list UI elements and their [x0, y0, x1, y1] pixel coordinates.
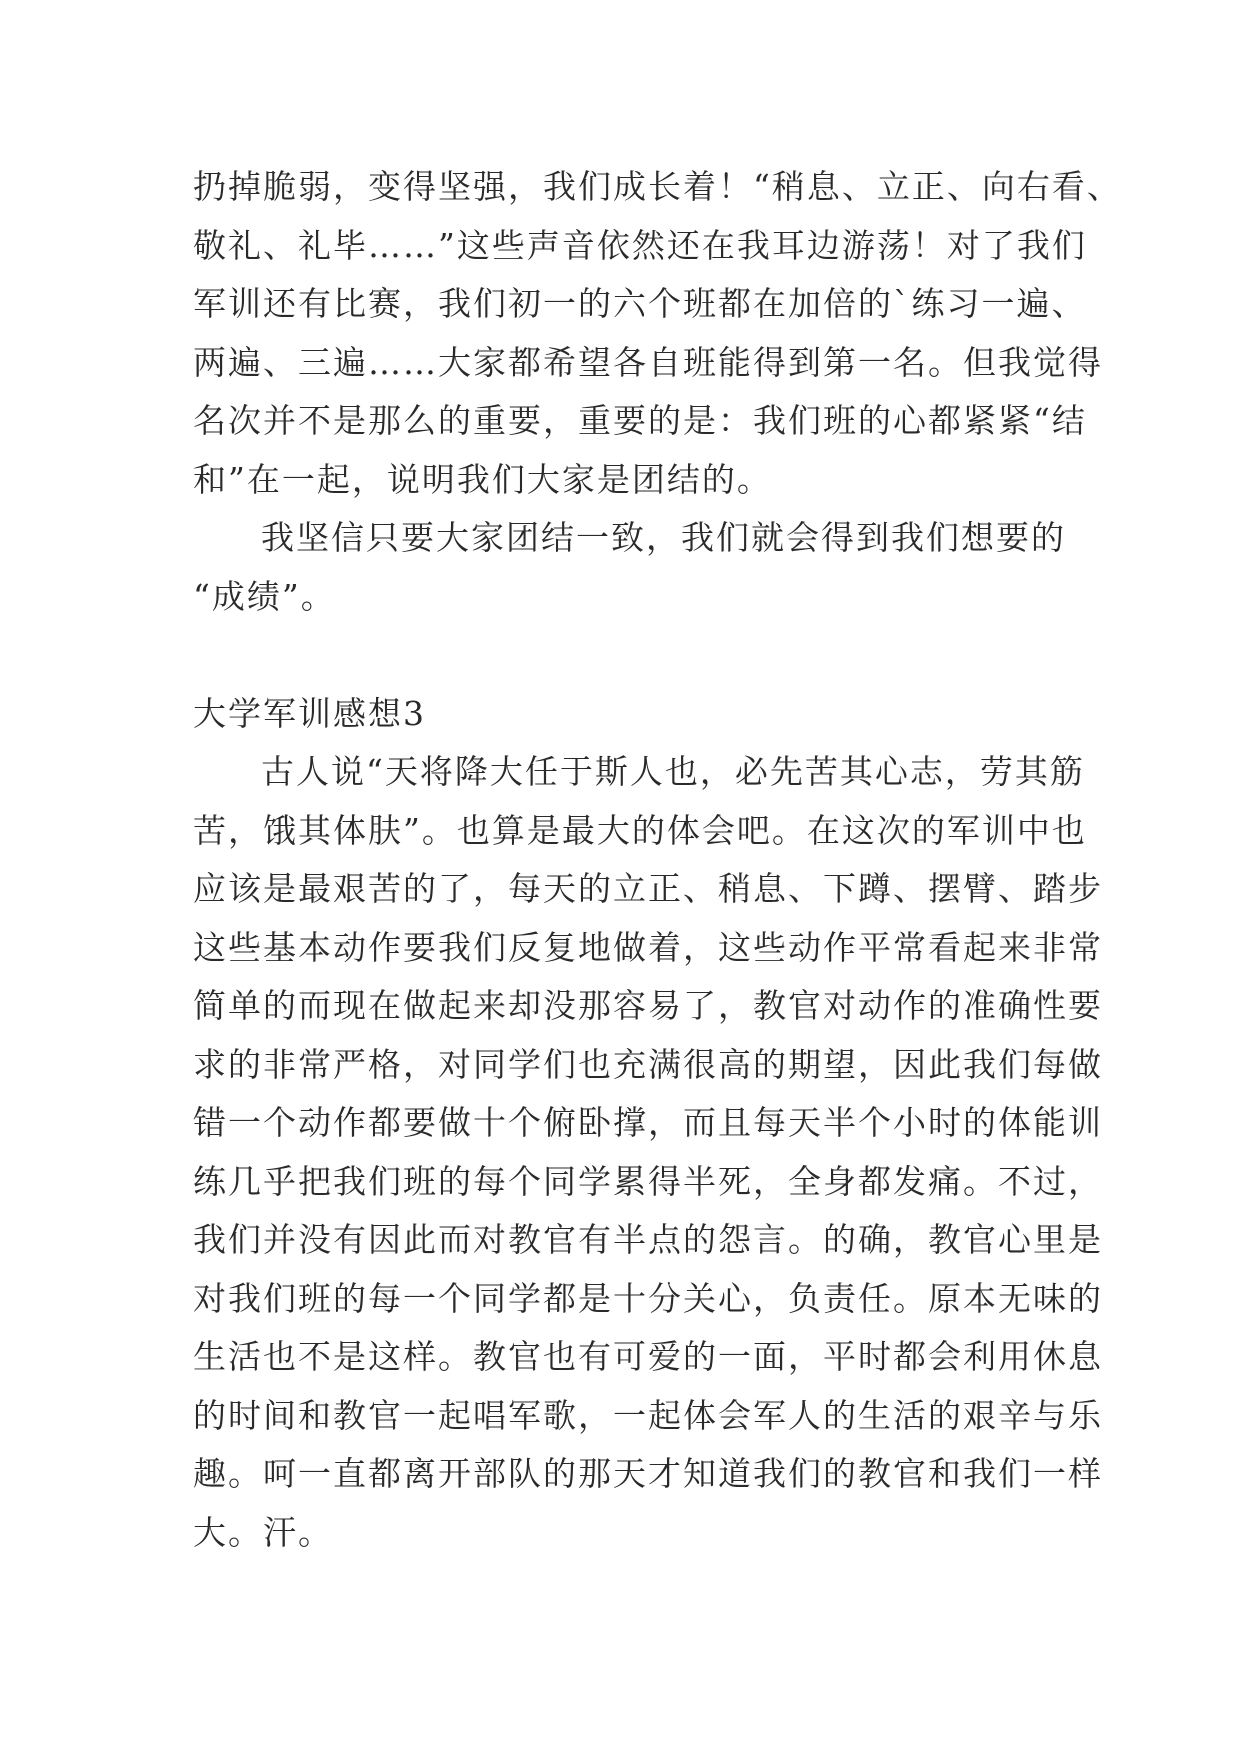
paragraph-line: 练几乎把我们班的每个同学累得半死，全身都发痛。不过， — [193, 1161, 1103, 1201]
paragraph-line: 苦，饿其体肤”。也算是最大的体会吧。在这次的军训中也 — [193, 810, 1087, 850]
paragraph-line: 我们并没有因此而对教官有半点的怨言。的确，教官心里是 — [193, 1220, 1103, 1259]
paragraph-line: 我坚信只要大家团结一致，我们就会得到我们想要的 — [261, 518, 1066, 557]
document-body — [193, 158, 1122, 1562]
paragraph-line: 求的非常严格，对同学们也充满很高的期望，因此我们每做 — [193, 1044, 1103, 1084]
paragraph-line: 应该是最艰苦的了，每天的立正、稍息、下蹲、摆臂、踏步 — [193, 869, 1103, 908]
paragraph-line: 趣。呵一直都离开部队的那天才知道我们的教官和我们一样 — [193, 1454, 1103, 1493]
paragraph-line: 的时间和教官一起唱军歌，一起体会军人的生活的艰辛与乐 — [193, 1395, 1103, 1435]
section-spacer — [193, 626, 1073, 685]
paragraph-line: 简单的而现在做起来却没那容易了，教官对动作的准确性要 — [193, 986, 1103, 1025]
paragraph-line: 大。汗。 — [193, 1512, 333, 1552]
paragraph-line: 名次并不是那么的重要，重要的是：我们班的心都紧紧“结 — [193, 401, 1087, 440]
paragraph-line: 错一个动作都要做十个俯卧撑，而且每天半个小时的体能训 — [193, 1103, 1103, 1142]
paragraph-line: 这些基本动作要我们反复地做着，这些动作平常看起来非常 — [193, 927, 1103, 967]
paragraph-line: 军训还有比赛，我们初一的六个班都在加倍的`练习一遍、 — [193, 284, 1087, 323]
paragraph-line: 生活也不是这样。教官也有可爱的一面，平时都会利用休息 — [193, 1337, 1103, 1376]
section-heading: 大学军训感想3 — [193, 693, 426, 733]
paragraph-line: 扔掉脆弱，变得坚强，我们成长着！“稍息、立正、向右看、 — [193, 167, 1122, 206]
paragraph-line: 古人说“天将降大任于斯人也，必先苦其心志，劳其筋 — [261, 752, 1085, 791]
paragraph-line: “成绩”。 — [193, 576, 336, 616]
paragraph-line: 对我们班的每一个同学都是十分关心，负责任。原本无味的 — [193, 1278, 1103, 1318]
paragraph-line: 和”在一起，说明我们大家是团结的。 — [193, 459, 772, 499]
paragraph-line: 敬礼、礼毕……”这些声音依然还在我耳边游荡！对了我们 — [193, 225, 1087, 265]
paragraph-line: 两遍、三遍……大家都希望各自班能得到第一名。但我觉得 — [193, 342, 1103, 382]
